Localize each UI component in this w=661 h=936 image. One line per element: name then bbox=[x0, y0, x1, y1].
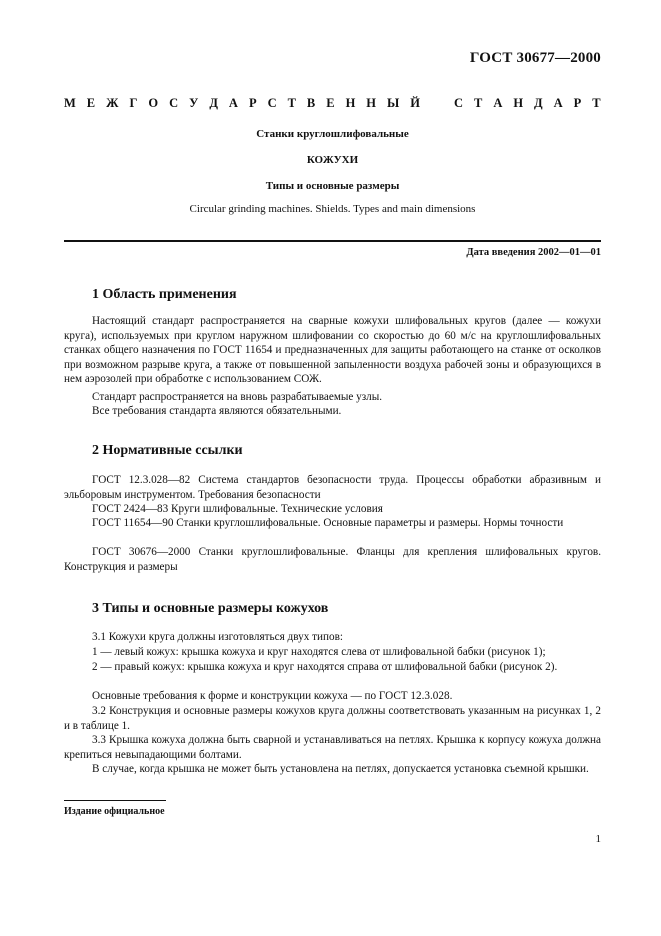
banner-letter: А bbox=[553, 96, 563, 110]
section-paragraph: Все требования стандарта являются обязательными. bbox=[92, 405, 342, 417]
banner-letter: Й bbox=[410, 96, 420, 110]
section-paragraph: 3.3 Крышка кожуха должна быть сварной и устанавливаться на петлях. Крышка к корпусу кожуха должна крепиться невыпадающими болтами. bbox=[64, 734, 601, 761]
banner-letter: Ж bbox=[106, 96, 119, 110]
banner-letter: Е bbox=[326, 96, 335, 110]
section-heading-scope: 1 Область применения bbox=[92, 287, 237, 302]
banner-letter: С bbox=[267, 96, 277, 110]
banner-letter: Р bbox=[248, 96, 257, 110]
section-heading-types: 3 Типы и основные размеры кожухов bbox=[92, 601, 329, 616]
banner-letter: Т bbox=[473, 96, 483, 110]
banner-letter: Т bbox=[592, 96, 601, 110]
section-paragraph: Стандарт распространяется на вновь разрабатываемые узлы. bbox=[92, 391, 383, 403]
title-subject: КОЖУХИ bbox=[306, 154, 359, 166]
banner-letter: Д bbox=[209, 96, 218, 110]
banner-letter: У bbox=[189, 96, 199, 110]
section-heading-references: 2 Нормативные ссылки bbox=[92, 443, 243, 458]
header-divider bbox=[64, 240, 601, 242]
section-paragraph: Настоящий стандарт распространяется на сварные кожухи шлифовальных кругов (далее — кожухи круга), используемых при круглом наружном шлифовании со скоростью до 60 м/с на круглошлифовальных станках общего назначения по ГОСТ 11654 и предназначенных для защиты работающего на станке от осколков при возможном разрыве круга, а также от повышенной запыленности воздуха рабочей зоны и образующихся в нем аэрозолей при обработке с использованием СОЖ. bbox=[64, 315, 601, 386]
reference-entry: ГОСТ 2424—83 Круги шлифовальные. Технические условия bbox=[92, 503, 383, 515]
section-paragraph: Основные требования к форме и конструкции кожуха — по ГОСТ 12.3.028. bbox=[92, 690, 453, 702]
title-subtitle: Типы и основные размеры bbox=[265, 180, 400, 192]
banner-letter: В bbox=[306, 96, 316, 110]
banner-letter: Г bbox=[129, 96, 138, 110]
banner-letter: Ы bbox=[387, 96, 400, 110]
official-edition-label: Издание официальное bbox=[64, 806, 165, 817]
banner-letter: С bbox=[169, 96, 179, 110]
section-paragraph: 1 — левый кожух: крышка кожуха и круг находятся слева от шлифовальной бабки (рисунок 1); bbox=[92, 646, 546, 658]
reference-entry: ГОСТ 12.3.028—82 Система стандартов безопасности труда. Процессы обработки абразивным и эльборовым инструментом. Требования безопасности bbox=[64, 474, 601, 501]
banner-letter: Н bbox=[513, 96, 524, 110]
section-paragraph: 2 — правый кожух: крышка кожуха и круг находятся справа от шлифовальной бабки (рисунок 2). bbox=[92, 661, 558, 673]
section-paragraph: 3.2 Конструкция и основные размеры кожухов круга должны соответствовать указанным на рисунках 1, 2 и в таблице 1. bbox=[64, 705, 601, 732]
banner-letter: М bbox=[64, 96, 76, 110]
section-paragraph: 3.1 Кожухи круга должны изготовляться двух типов: bbox=[92, 631, 343, 643]
footer-divider bbox=[64, 800, 166, 801]
banner-letter: С bbox=[453, 96, 463, 110]
section-paragraph: В случае, когда крышка не может быть установлена на петлях, допускается установка съемной крышки. bbox=[92, 763, 589, 775]
interstate-standard-banner bbox=[64, 96, 601, 111]
reference-entry: ГОСТ 11654—90 Станки круглошлифовальные. Основные параметры и размеры. Нормы точности bbox=[92, 517, 564, 529]
banner-letter: Т bbox=[287, 96, 296, 110]
banner-letter: А bbox=[493, 96, 503, 110]
banner-letter: Р bbox=[573, 96, 582, 110]
title-english: Circular grinding machines. Shields. Types and main dimensions bbox=[189, 203, 476, 215]
page-number: 1 bbox=[595, 833, 601, 845]
reference-entry: ГОСТ 30676—2000 Станки круглошлифовальные. Фланцы для крепления шлифовальных кругов. Конструкция и размеры bbox=[64, 546, 601, 573]
banner-letter: А bbox=[228, 96, 238, 110]
banner-letter: Н bbox=[366, 96, 377, 110]
banner-letter: Е bbox=[86, 96, 96, 110]
introduction-date: Дата введения 2002—01—01 bbox=[466, 247, 601, 258]
banner-letter: Д bbox=[534, 96, 543, 110]
title-machines: Станки круглошлифовальные bbox=[256, 128, 409, 140]
standard-number: ГОСТ 30677—2000 bbox=[469, 50, 601, 66]
banner-letter: О bbox=[148, 96, 159, 110]
banner-letter: Н bbox=[345, 96, 356, 110]
banner-spacer bbox=[431, 96, 443, 111]
